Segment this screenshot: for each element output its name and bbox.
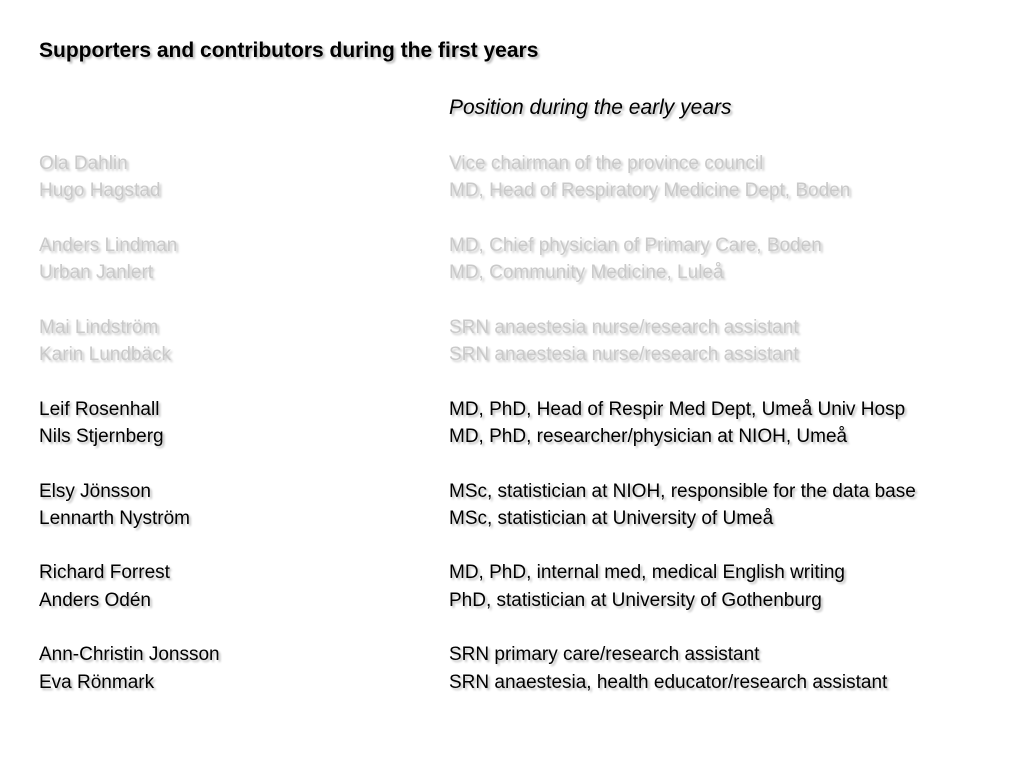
list-item — [39, 423, 1024, 450]
person-name: Anders Odén — [39, 589, 151, 611]
person-position: MSc, statistician at NIOH, responsible for the data base — [449, 480, 916, 502]
list-item — [39, 559, 1024, 586]
list-item — [39, 669, 1024, 696]
person-name: Urban Janlert — [39, 262, 154, 284]
person-name: Ola Dahlin — [39, 153, 128, 174]
person-position: MD, Chief physician of Primary Care, Boden — [449, 234, 822, 256]
page-title: Supporters and contributors during the first years — [39, 39, 539, 62]
person-position: MD, Head of Respiratory Medicine Dept, Boden — [449, 180, 851, 202]
person-name: Hugo Hagstad — [39, 180, 161, 202]
person-position: MD, Community Medicine, Luleå — [449, 262, 724, 284]
list-item — [39, 478, 1024, 505]
person-position: Vice chairman of the province council — [449, 153, 764, 174]
person-name: Elsy Jönsson — [39, 480, 151, 502]
position-column-header: Position during the early years — [449, 96, 732, 119]
list-item — [39, 587, 1024, 614]
person-name: Richard Forrest — [39, 562, 170, 584]
list-item — [39, 341, 1024, 368]
person-position: PhD, statistician at University of Gothenburg — [449, 589, 822, 611]
list-item — [39, 314, 1024, 341]
list-item — [39, 232, 1024, 259]
list-item — [39, 177, 1024, 204]
person-name: Leif Rosenhall — [39, 398, 160, 420]
person-name: Anders Lindman — [39, 234, 178, 256]
list-item — [39, 150, 1024, 177]
person-name: Eva Rönmark — [39, 671, 155, 693]
list-item — [39, 505, 1024, 532]
person-name: Ann-Christin Jonsson — [39, 644, 220, 666]
person-name: Mai Lindström — [39, 316, 159, 338]
person-position: SRN primary care/research assistant — [449, 644, 760, 666]
contributors-list — [39, 150, 1024, 696]
person-position: SRN anaestesia nurse/research assistant — [449, 316, 799, 338]
person-name: Karin Lundbäck — [39, 344, 172, 366]
list-item — [39, 641, 1024, 668]
person-name: Nils Stjernberg — [39, 425, 164, 447]
list-item — [39, 396, 1024, 423]
person-position: SRN anaestesia, health educator/research assistant — [449, 671, 888, 693]
list-item — [39, 259, 1024, 286]
person-position: MD, PhD, internal med, medical English writing — [449, 562, 845, 584]
person-name: Lennarth Nyström — [39, 507, 191, 529]
person-position: MSc, statistician at University of Umeå — [449, 507, 774, 529]
person-position: MD, PhD, researcher/physician at NIOH, Umeå — [449, 425, 848, 447]
person-position: SRN anaestesia nurse/research assistant — [449, 344, 799, 366]
person-position: MD, PhD, Head of Respir Med Dept, Umeå Univ Hosp — [449, 398, 906, 420]
